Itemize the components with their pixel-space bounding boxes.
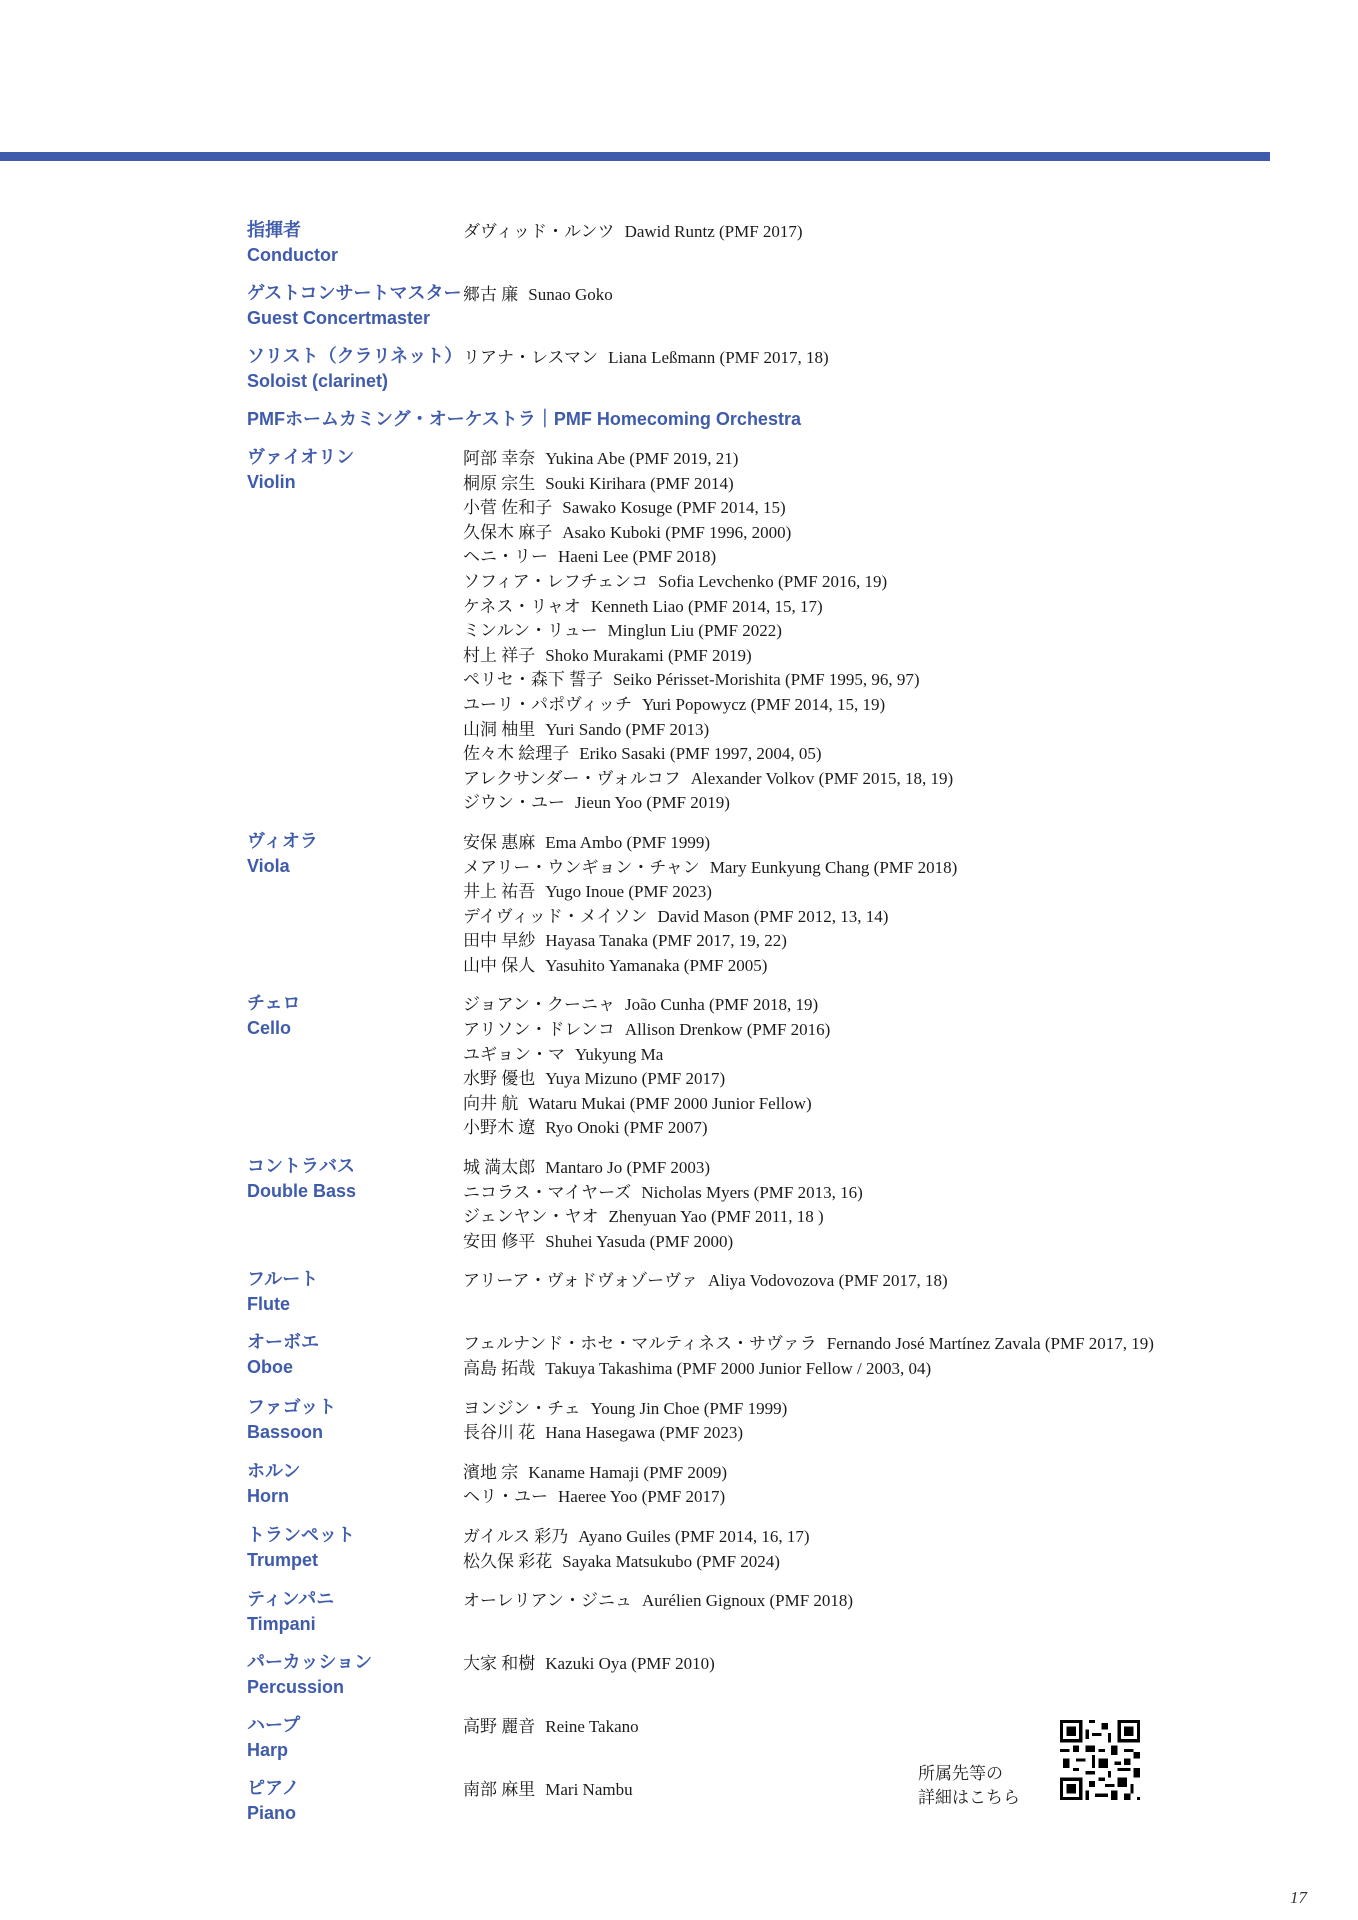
member-entry (463, 1269, 1147, 1294)
member-name-en: Yasuhito Yamanaka (PMF 2005) (545, 955, 768, 975)
member-name-en: Allison Drenkow (PMF 2016) (624, 1020, 831, 1040)
member-entry (463, 220, 1147, 245)
section-label-en: Harp (247, 1740, 289, 1761)
section-label (247, 1776, 463, 1826)
section-label (247, 1523, 463, 1574)
member-entry (463, 496, 1147, 521)
member-entry (463, 1067, 1147, 1092)
member-name-en: Mari Nambu (545, 1780, 633, 1800)
member-name-en: Kazuki Oya (PMF 2010) (545, 1654, 715, 1674)
section-label-en: Viola (247, 855, 290, 876)
member-name-ja: 郷古 廉 (463, 285, 519, 304)
member-name-ja: 向井 航 (463, 1093, 519, 1113)
member-name-ja: 安田 修平 (463, 1231, 536, 1251)
header-rule (0, 152, 1270, 161)
member-name-en: Takuya Takashima (PMF 2000 Junior Fellow / 2003, 04) (545, 1359, 932, 1378)
member-name-en: Yugo Inoue (PMF 2023) (545, 882, 712, 902)
member-name-en: Sawako Kosuge (PMF 2014, 15) (562, 498, 786, 518)
qr-caption (918, 1762, 1020, 1810)
member-name-en: Young Jin Choe (PMF 1999) (590, 1398, 788, 1418)
section-label-ja: ソリスト（クラリネット） (247, 346, 463, 366)
section-label-en: Timpani (247, 1614, 316, 1635)
section-label (247, 1650, 463, 1700)
member-list (463, 218, 1147, 268)
member-name-ja: ジェンヤン・ヤオ (463, 1207, 599, 1227)
section-label (247, 1587, 463, 1637)
section-label-ja: ティンパニ (247, 1589, 335, 1610)
member-name-en: Kenneth Liao (PMF 2014, 15, 17) (590, 596, 823, 616)
member-entry (463, 1421, 1147, 1446)
member-name-ja: アレクサンダー・ヴォルコフ (463, 768, 681, 788)
member-name-en: Haeni Lee (PMF 2018) (558, 547, 717, 567)
section-label-ja: トランペット (247, 1524, 355, 1545)
member-entry (463, 619, 1147, 644)
section-label-en: Double Bass (247, 1181, 357, 1202)
member-entry (463, 1205, 1147, 1230)
section-label-en: Soloist (clarinet) (247, 371, 389, 391)
member-name-ja: ヨンジン・チェ (463, 1398, 581, 1418)
member-entry (463, 1018, 1147, 1043)
member-name-en: Minglun Liu (PMF 2022) (607, 621, 782, 641)
member-entry (463, 1397, 1147, 1422)
member-name-en: Jieun Yoo (PMF 2019) (575, 793, 730, 813)
member-name-ja: ジウン・ユー (463, 793, 565, 813)
member-name-en: David Mason (PMF 2012, 13, 14) (657, 906, 889, 926)
member-name-en: Yuya Mizuno (PMF 2017) (545, 1069, 726, 1089)
member-name-en: Ryo Onoki (PMF 2007) (545, 1118, 708, 1138)
orchestra-title: PMFホームカミング・オーケストラ｜PMF Homecoming Orchestra (247, 409, 801, 429)
member-entry (463, 1485, 1147, 1510)
section-label-ja: チェロ (247, 993, 301, 1014)
member-entry (463, 718, 1147, 743)
section-horn (247, 1459, 1147, 1510)
member-name-en: Mantaro Jo (PMF 2003) (545, 1158, 711, 1178)
section-label-en: Cello (247, 1018, 292, 1039)
member-name-ja: 阿部 幸奈 (463, 449, 536, 468)
section-soloist-clarinet (247, 344, 1147, 394)
principal-performers (247, 218, 1147, 394)
member-name-en: Dawid Runtz (PMF 2017) (624, 222, 803, 241)
member-name-en: Souki Kirihara (PMF 2014) (545, 473, 734, 493)
member-name-en: Mary Eunkyung Chang (PMF 2018) (709, 857, 958, 877)
qr-caption-line: 所属先等の (918, 1764, 1003, 1783)
member-name-en: Seiko Périsset-Morishita (PMF 1995, 96, 97) (613, 670, 920, 690)
member-name-en: Shuhei Yasuda (PMF 2000) (545, 1231, 734, 1251)
section-viola (247, 829, 1147, 979)
member-name-ja: 山中 保人 (463, 955, 536, 975)
member-name-en: Shoko Murakami (PMF 2019) (545, 645, 752, 665)
section-label (247, 829, 463, 979)
section-guest-concertmaster (247, 281, 1147, 331)
member-entry (463, 1181, 1147, 1206)
member-entry (463, 1525, 1147, 1550)
section-violin (247, 445, 1147, 816)
member-name-ja: 水野 優也 (463, 1069, 536, 1089)
member-name-en: Eriko Sasaki (PMF 1997, 2004, 05) (579, 744, 822, 764)
member-name-en: Haeree Yoo (PMF 2017) (558, 1487, 726, 1507)
section-oboe (247, 1330, 1154, 1381)
member-entry (463, 1357, 1154, 1382)
member-name-en: Ema Ambo (PMF 1999) (545, 832, 711, 852)
member-name-ja: ユーリ・パポヴィッチ (463, 694, 632, 714)
member-name-en: Yukyung Ma (575, 1044, 664, 1064)
member-list (463, 829, 1147, 979)
member-list (463, 445, 1147, 816)
member-list (463, 1330, 1154, 1381)
member-name-en: Yuri Sando (PMF 2013) (545, 719, 710, 739)
member-entry (463, 545, 1147, 570)
section-percussion (247, 1650, 1147, 1700)
member-name-ja: 城 満太郎 (463, 1158, 536, 1178)
member-entry (463, 644, 1147, 669)
member-list (463, 1267, 1147, 1317)
member-entry (463, 993, 1147, 1018)
section-label-en: Trumpet (247, 1549, 319, 1570)
section-label (247, 445, 463, 816)
member-list (463, 1650, 1147, 1700)
member-entry (463, 346, 1147, 371)
member-name-ja: ペリセ・森下 誓子 (463, 670, 604, 690)
section-label-en: Violin (247, 472, 296, 492)
member-name-ja: 久保木 麻子 (463, 522, 553, 542)
member-entry (463, 595, 1147, 620)
section-cello (247, 991, 1147, 1141)
member-name-ja: ソフィア・レフチェンコ (463, 571, 649, 591)
section-label-en: Conductor (247, 245, 338, 265)
member-entry (463, 447, 1147, 472)
member-entry (463, 856, 1147, 881)
member-name-ja: デイヴィッド・メイソン (463, 906, 648, 926)
member-name-en: Aurélien Gignoux (PMF 2018) (641, 1591, 854, 1611)
section-label-en: Bassoon (247, 1421, 324, 1442)
section-label-ja: ヴァイオリン (247, 447, 355, 467)
section-label (247, 218, 463, 268)
roster (247, 218, 1154, 1839)
section-label (247, 1395, 463, 1446)
member-entry (463, 791, 1147, 816)
member-name-en: Ayano Guiles (PMF 2014, 16, 17) (578, 1526, 810, 1546)
section-label-ja: フルート (247, 1269, 319, 1290)
orchestra-sections (247, 445, 1154, 1826)
member-entry (463, 742, 1147, 767)
member-name-ja: ケネス・リャオ (463, 596, 581, 616)
member-name-ja: 濱地 宗 (463, 1462, 519, 1482)
member-name-en: Aliya Vodovozova (PMF 2017, 18) (707, 1271, 948, 1291)
member-name-ja: 南部 麻里 (463, 1780, 536, 1800)
member-entry (463, 1043, 1147, 1068)
member-entry (463, 1589, 1147, 1614)
member-name-ja: 井上 祐吾 (463, 882, 536, 902)
member-name-en: Liana Leßmann (PMF 2017, 18) (608, 348, 829, 367)
member-entry (463, 1156, 1147, 1181)
member-name-ja: 田中 早紗 (463, 931, 536, 951)
member-name-ja: 小野木 遼 (463, 1118, 536, 1138)
member-name-ja: 長谷川 花 (463, 1423, 536, 1443)
member-list (463, 991, 1147, 1141)
member-name-en: Zhenyuan Yao (PMF 2011, 18 ) (608, 1207, 824, 1227)
member-list (463, 1587, 1147, 1637)
member-name-ja: ヘニ・リー (463, 547, 548, 567)
section-label (247, 1267, 463, 1317)
section-label-en: Guest Concertmaster (247, 308, 431, 328)
section-label-ja: ファゴット (247, 1396, 337, 1417)
member-name-ja: 桐原 宗生 (463, 473, 536, 493)
member-name-ja: ガイルス 彩乃 (463, 1526, 569, 1546)
member-entry (463, 1461, 1147, 1486)
member-name-ja: ユギョン・マ (463, 1044, 565, 1064)
section-label-ja: ホルン (247, 1460, 301, 1481)
member-name-ja: ヘリ・ユー (463, 1487, 548, 1507)
section-label-ja: 指揮者 (247, 220, 301, 240)
member-name-en: Wataru Mukai (PMF 2000 Junior Fellow) (528, 1093, 812, 1113)
section-bassoon (247, 1395, 1147, 1446)
member-list (463, 1154, 1147, 1254)
member-name-ja: 安保 惠麻 (463, 832, 536, 852)
qr-caption-line: 詳細はこちら (918, 1788, 1020, 1807)
section-label-ja: コントラバス (247, 1156, 355, 1177)
member-name-ja: 小菅 佐和子 (463, 498, 553, 518)
section-label (247, 281, 463, 331)
member-name-en: Fernando José Martínez Zavala (PMF 2017, 19) (826, 1334, 1154, 1354)
member-entry (463, 767, 1147, 792)
member-name-ja: 高野 麗音 (463, 1717, 536, 1737)
member-name-ja: 山洞 柚里 (463, 719, 536, 739)
section-label-ja: ハープ (247, 1715, 301, 1736)
qr-block[interactable] (918, 1720, 1140, 1810)
member-name-en: Hana Hasegawa (PMF 2023) (545, 1423, 744, 1443)
section-label-en: Horn (247, 1485, 289, 1506)
member-entry (463, 693, 1147, 718)
member-name-ja: アリソン・ドレンコ (463, 1020, 615, 1040)
member-name-en: Sunao Goko (528, 285, 613, 304)
member-entry (463, 521, 1147, 546)
member-entry (463, 929, 1147, 954)
member-name-en: João Cunha (PMF 2018, 19) (624, 995, 819, 1015)
member-entry (463, 905, 1147, 930)
section-label-ja: ピアノ (247, 1778, 300, 1799)
member-name-en: Nicholas Myers (PMF 2013, 16) (641, 1182, 863, 1202)
member-name-en: Kaname Hamaji (PMF 2009) (528, 1462, 728, 1482)
member-name-en: Hayasa Tanaka (PMF 2017, 19, 22) (545, 931, 787, 951)
member-name-ja: リアナ・レスマン (463, 348, 599, 367)
section-label (247, 991, 463, 1141)
member-entry (463, 472, 1147, 497)
section-timpani (247, 1587, 1147, 1637)
member-name-ja: 大家 和樹 (463, 1654, 536, 1674)
section-trumpet (247, 1523, 1147, 1574)
member-entry (463, 570, 1147, 595)
member-entry (463, 1116, 1147, 1141)
member-name-ja: 高島 拓哉 (463, 1359, 536, 1378)
section-label-ja: ヴィオラ (247, 830, 318, 851)
member-name-en: Sofia Levchenko (PMF 2016, 19) (658, 571, 888, 591)
section-double-bass (247, 1154, 1147, 1254)
member-name-ja: ジョアン・クーニャ (463, 995, 615, 1015)
section-label (247, 1154, 463, 1254)
member-name-en: Alexander Volkov (PMF 2015, 18, 19) (690, 768, 954, 788)
qr-code-icon[interactable] (1060, 1720, 1140, 1800)
member-entry (463, 1550, 1147, 1575)
section-label-ja: オーボエ (247, 1332, 319, 1353)
member-entry (463, 1652, 1147, 1677)
section-label-en: Flute (247, 1294, 290, 1315)
member-entry (463, 954, 1147, 979)
member-name-ja: ミンルン・リュー (463, 621, 598, 641)
member-name-ja: オーレリアン・ジニュ (463, 1591, 632, 1611)
member-name-ja: ニコラス・マイヤーズ (463, 1182, 632, 1202)
section-flute (247, 1267, 1147, 1317)
section-conductor (247, 218, 1147, 268)
section-label (247, 1330, 463, 1381)
section-label-ja: パーカッション (247, 1652, 373, 1673)
member-name-en: Yuri Popowycz (PMF 2014, 15, 19) (641, 694, 886, 714)
member-list (463, 1459, 1147, 1510)
member-entry (463, 880, 1147, 905)
member-entry (463, 831, 1147, 856)
member-list (463, 1395, 1147, 1446)
member-list (463, 1523, 1147, 1574)
member-name-en: Asako Kuboki (PMF 1996, 2000) (562, 522, 792, 542)
section-label (247, 1459, 463, 1510)
member-name-ja: ダヴィッド・ルンツ (463, 222, 615, 241)
section-label (247, 1713, 463, 1763)
member-entry (463, 668, 1147, 693)
section-label-ja: ゲストコンサートマスター (247, 283, 462, 303)
member-name-ja: 佐々木 絵理子 (463, 744, 570, 764)
member-entry (463, 1332, 1154, 1357)
member-entry (463, 1230, 1147, 1255)
member-list (463, 281, 1147, 331)
member-entry (463, 1092, 1147, 1117)
page-number: 17 (1290, 1888, 1307, 1907)
member-entry (463, 283, 1147, 308)
member-name-en: Sayaka Matsukubo (PMF 2024) (562, 1551, 780, 1571)
member-name-ja: フェルナンド・ホセ・マルティネス・サヴァラ (463, 1334, 817, 1354)
section-label-en: Piano (247, 1803, 297, 1824)
section-label-en: Percussion (247, 1677, 345, 1698)
member-name-ja: 松久保 彩花 (463, 1551, 553, 1571)
member-list (463, 344, 1147, 394)
member-name-ja: メアリー・ウンギョン・チャン (463, 857, 700, 877)
member-name-en: Reine Takano (545, 1717, 639, 1737)
section-label (247, 344, 463, 394)
member-name-en: Yukina Abe (PMF 2019, 21) (545, 449, 739, 468)
member-name-ja: 村上 祥子 (463, 645, 536, 665)
member-name-ja: アリーア・ヴォドヴォゾーヴァ (463, 1271, 698, 1291)
section-label-en: Oboe (247, 1357, 294, 1378)
